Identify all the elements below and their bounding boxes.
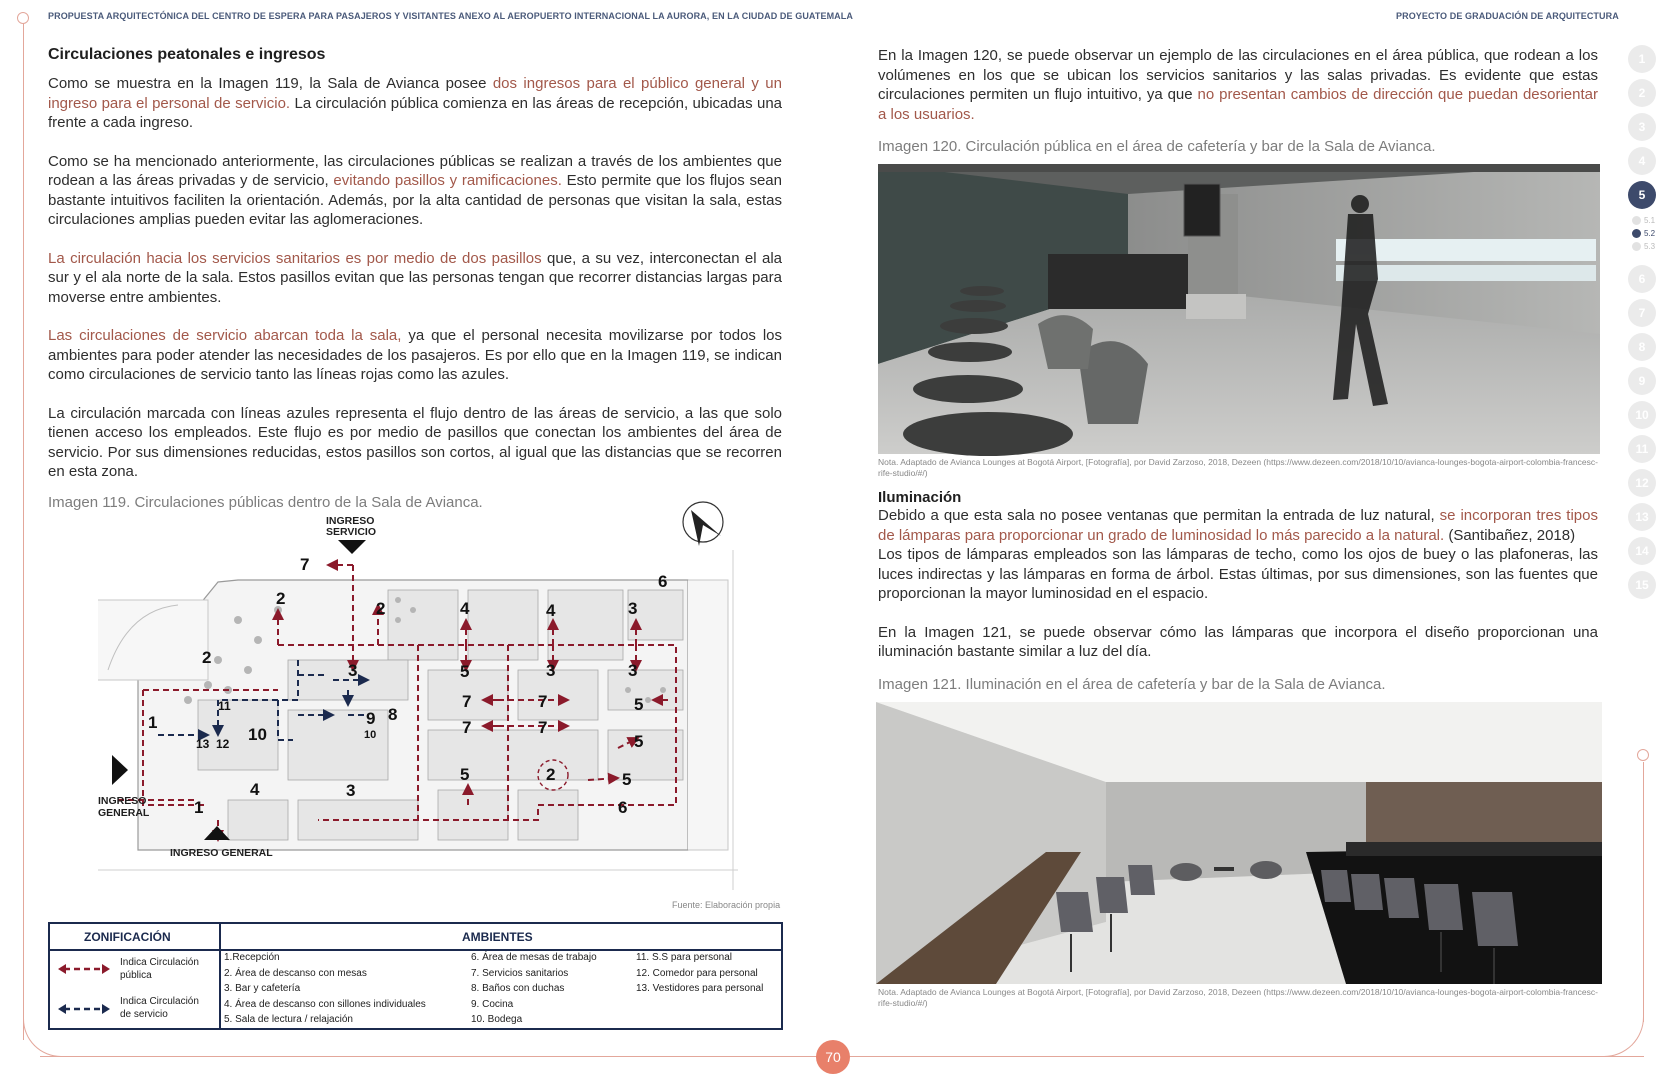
plan-label: 11 bbox=[218, 699, 231, 713]
plan-label: 7 bbox=[462, 692, 472, 711]
chapter-nav-6[interactable]: 6 bbox=[1628, 265, 1656, 293]
ingreso-servicio-label: INGRESO bbox=[326, 515, 375, 527]
plan-source: Fuente: Elaboración propia bbox=[672, 900, 781, 910]
plan-label: 10 bbox=[248, 725, 267, 744]
sub-nav-5-1[interactable]: 5.1 bbox=[1632, 216, 1655, 225]
highlight: La circulación hacia los servicios sanitarios es por medio de dos pasillos bbox=[48, 249, 542, 267]
section-title-iluminacion: Iluminación bbox=[878, 489, 962, 506]
chapter-nav-14[interactable]: 14 bbox=[1628, 537, 1656, 565]
photo-image-121 bbox=[876, 702, 1602, 984]
legend-service-label: de servicio bbox=[120, 1009, 168, 1020]
chapter-nav-1[interactable]: 1 bbox=[1628, 45, 1656, 73]
sub-nav-5-3[interactable]: 5.3 bbox=[1632, 242, 1655, 251]
plan-label: 8 bbox=[388, 705, 398, 724]
sub-nav-dot bbox=[1632, 216, 1641, 225]
ambiente-item: 1.Recepción bbox=[224, 952, 280, 963]
ambiente-item: 5. Sala de lectura / relajación bbox=[224, 1014, 353, 1025]
chapter-nav-5-active[interactable]: 5 bbox=[1628, 181, 1656, 209]
frame-corner-right bbox=[1600, 1010, 1644, 1057]
right-column bbox=[878, 46, 1598, 1009]
caption-image-119: Imagen 119. Circulaciones públicas dentro de la Sala de Avianca. bbox=[48, 493, 483, 511]
header-left: PROPUESTA ARQUITECTÓNICA DEL CENTRO DE ESPERA PARA PASAJEROS Y VISITANTES ANEXO AL AEROPUERTO INTERNACIONAL LA AURORA, EN LA CIUDAD DE GUATEMALA bbox=[48, 11, 853, 21]
plan-label: 6 bbox=[618, 798, 628, 817]
red-dashed-arrow-icon bbox=[58, 962, 110, 976]
paragraph-3: La circulación hacia los servicios sanitarios es por medio de dos pasillos que, a su vez, interconectan el ala sur y el ala norte de la sala. Estos pasillos evitan que las personas tengan que recorrer distancias largas para moverse entre ambientes. bbox=[48, 249, 783, 306]
plan-label: 2 bbox=[276, 589, 286, 608]
ingreso-general-left-label: GENERAL bbox=[98, 807, 150, 819]
chapter-nav-10[interactable]: 10 bbox=[1628, 401, 1656, 429]
plan-label: 5 bbox=[634, 695, 644, 714]
chapter-nav-8[interactable]: 8 bbox=[1628, 333, 1656, 361]
legend-ambientes-title: AMBIENTES bbox=[462, 930, 533, 944]
plan-label: 9 bbox=[366, 709, 376, 728]
caption-image-121: Imagen 121. Iluminación en el área de cafetería y bar de la Sala de Avianca. bbox=[878, 675, 1386, 693]
paragraph-right-1: En la Imagen 120, se puede observar un ejemplo de las circulaciones en el área pública, que rodean a los volúmenes en los que se ubican los servicios sanitarios y las salas privadas. Es evidente que estas circulaciones permiten un flujo intuitivo, ya que no presentan cambios de dirección que puedan desorientar a los usuarios. bbox=[878, 47, 1598, 123]
paragraph-4: Las circulaciones de servicio abarcan toda la sala, ya que el personal necesita movilizarse por todos los ambientes para poder atender las necesidades de los pasajeros. Es por ello que en la Imagen 119, se indican como circulaciones de servicio tanto las líneas rojas como las azules. bbox=[48, 327, 782, 383]
ingreso-general-left-label: INGRESO bbox=[98, 795, 147, 807]
plan-label: 5 bbox=[634, 732, 644, 751]
sub-nav-dot bbox=[1632, 229, 1641, 238]
caption-image-120: Imagen 120. Circulación pública en el área de cafetería y bar de la Sala de Avianca. bbox=[878, 138, 1436, 155]
plan-label: 4 bbox=[250, 780, 260, 799]
legend-service-label: Indica Circulación bbox=[120, 996, 199, 1007]
plan-label: 7 bbox=[300, 555, 310, 574]
ingreso-servicio-label: SERVICIO bbox=[326, 526, 376, 538]
note-image-120: Nota. Adaptado de Avianca Lounges at Bogotá Airport, [Fotografía], por David Zarzoso, 2018, Dezeen (https://www.dezeen.com/2018/10/10/avianca-lounges-bogota-airport-colombia-francesc-rife-studio/#/) bbox=[878, 457, 1598, 478]
ambiente-item: 9. Cocina bbox=[471, 998, 514, 1010]
plan-label: 3 bbox=[348, 661, 358, 680]
plan-label: 2 bbox=[202, 648, 212, 667]
zoning-legend-table bbox=[48, 922, 783, 1030]
plan-label: 1 bbox=[148, 713, 158, 732]
plan-label: 5 bbox=[622, 770, 632, 789]
plan-label: 3 bbox=[546, 661, 556, 680]
plan-label: 7 bbox=[462, 718, 472, 737]
plan-label: 10 bbox=[364, 729, 377, 741]
plan-label: 2 bbox=[546, 765, 556, 784]
plan-label: 4 bbox=[460, 599, 470, 618]
plan-label: 13 bbox=[196, 737, 210, 751]
legend-zonificacion-title: ZONIFICACIÓN bbox=[84, 930, 171, 944]
plan-label: 5 bbox=[460, 662, 470, 681]
ambiente-item: 4. Área de descanso con sillones individuales bbox=[224, 998, 426, 1010]
paragraph-right-4: En la Imagen 121, se puede observar cómo las lámparas que incorpora el diseño proporcionan una iluminación bastante similar a luz del día. bbox=[878, 623, 1598, 660]
highlight: se incorporan tres tipos de lámparas para proporcionar un grado de luminosidad lo más parecido a la natural. bbox=[878, 507, 1598, 544]
ambiente-item: 7. Servicios sanitarios bbox=[471, 967, 569, 979]
paragraph-right-3: Los tipos de lámparas empleados son las lámparas de techo, como los ojos de buey o las plafoneras, las luces indirectas y las lámparas en forma de árbol. Estas últimas, por sus dimensiones, son las fuentes que proporcionan la mayor luminosidad en el espacio. bbox=[878, 546, 1598, 602]
paragraph-1: Como se muestra en la Imagen 119, la Sala de Avianca posee dos ingresos para el público general y un ingreso para el personal de servicio. La circulación pública comienza en las áreas de recepción, ubicadas una frente a cada ingreso. bbox=[48, 75, 783, 131]
chapter-nav-3[interactable]: 3 bbox=[1628, 113, 1656, 141]
header-right: PROYECTO DE GRADUACIÓN DE ARQUITECTURA bbox=[1396, 11, 1619, 21]
plan-label: 7 bbox=[538, 718, 548, 737]
highlight: dos ingresos para el público general y un ingreso para el personal de servicio. bbox=[48, 75, 782, 112]
page-number: 70 bbox=[816, 1040, 850, 1074]
legend-public-label: Indica Circulación bbox=[120, 957, 199, 968]
chapter-nav-12[interactable]: 12 bbox=[1628, 469, 1656, 497]
plan-label: 4 bbox=[546, 601, 556, 620]
highlight: no presentan cambios de dirección que puedan desorientar a los usuarios. bbox=[878, 86, 1598, 123]
plan-label: 3 bbox=[346, 781, 356, 800]
sub-nav-5-2-active[interactable]: 5.2 bbox=[1632, 229, 1655, 238]
note-image-121: Nota. Adaptado de Avianca Lounges at Bogotá Airport, [Fotografía], por David Zarzoso, 2018, Dezeen (https://www.dezeen.com/2018/10/10/avianca-lounges-bogota-airport-colombia-francesc-rife-studio/#/) bbox=[878, 986, 1598, 1008]
plan-label: 2 bbox=[376, 599, 386, 618]
section-title: Circulaciones peatonales e ingresos bbox=[48, 46, 326, 63]
ambiente-item: 11. S.S para personal bbox=[636, 952, 732, 963]
plan-label: 12 bbox=[216, 737, 230, 751]
ambiente-item: 13. Vestidores para personal bbox=[636, 983, 764, 994]
chapter-nav-11[interactable]: 11 bbox=[1628, 435, 1656, 463]
highlight: evitando pasillos y ramificaciones. bbox=[333, 172, 562, 189]
ingreso-general-bottom-label: INGRESO GENERAL bbox=[170, 847, 273, 859]
frame-circle-right bbox=[1637, 749, 1649, 761]
frame-circle-top-left bbox=[17, 12, 29, 24]
chapter-nav-15[interactable]: 15 bbox=[1628, 571, 1656, 599]
plan-label: 5 bbox=[460, 765, 470, 784]
ambiente-item: 12. Comedor para personal bbox=[636, 967, 758, 979]
chapter-nav-13[interactable]: 13 bbox=[1628, 503, 1656, 531]
paragraph-2: Como se ha mencionado anteriormente, las circulaciones públicas se realizan a través de los ambientes que rodean a las áreas privadas y de servicio, evitando pasillos y ramificaciones. Esto permite que los flujos sean bastante intuitivos faciliten la orientación. Además, por la alta cantidad de personas que visitan la sala, estas circulaciones amplias pueden evitar las aglomeraciones. bbox=[48, 152, 782, 228]
ambiente-item: 6. Área de mesas de trabajo bbox=[471, 952, 597, 963]
legend-public-label: pública bbox=[120, 970, 152, 981]
chapter-nav-2[interactable]: 2 bbox=[1628, 79, 1656, 107]
ambiente-item: 8. Baños con duchas bbox=[471, 983, 565, 994]
plan-label: 6 bbox=[658, 572, 668, 591]
paragraph-right-2: Debido a que esta sala no posee ventanas que permitan la entrada de luz natural, se incorporan tres tipos de lámparas para proporcionar un grado de luminosidad lo más parecido a la natural. (Santibañez, 2018) bbox=[878, 507, 1598, 544]
ambiente-item: 3. Bar y cafetería bbox=[224, 983, 301, 994]
photo-image-120 bbox=[878, 164, 1600, 454]
floor-plan-image-119 bbox=[98, 515, 788, 908]
legend-divider bbox=[219, 924, 221, 1028]
ambiente-item: 10. Bodega bbox=[471, 1014, 523, 1025]
ambiente-item: 2. Área de descanso con mesas bbox=[224, 967, 367, 979]
plan-label: 3 bbox=[628, 661, 638, 680]
left-column bbox=[48, 46, 782, 520]
legend-head-line bbox=[50, 949, 781, 951]
plan-label: 3 bbox=[628, 599, 638, 618]
paragraph-5: La circulación marcada con líneas azules representa el flujo dentro de las áreas de servicio, a las que solo tienen acceso los empleados. Este flujo es por medio de pasillos que conectan los ambientes del área de servicio. Por sus dimensiones reducidas, estos pasillos son cortos, al igual que las distancias que se recorren en esta zona. bbox=[48, 404, 782, 480]
plan-label: 1 bbox=[194, 798, 204, 817]
chapter-nav-9[interactable]: 9 bbox=[1628, 367, 1656, 395]
chapter-nav-4[interactable]: 4 bbox=[1628, 147, 1656, 175]
frame-line-left bbox=[23, 20, 24, 1040]
frame-line-right bbox=[1643, 762, 1644, 1022]
blue-dashed-arrow-icon bbox=[58, 1002, 110, 1016]
sub-nav-dot bbox=[1632, 242, 1641, 251]
highlight: Las circulaciones de servicio abarcan toda la sala, bbox=[48, 327, 402, 344]
plan-label: 7 bbox=[538, 692, 548, 711]
chapter-nav-7[interactable]: 7 bbox=[1628, 299, 1656, 327]
